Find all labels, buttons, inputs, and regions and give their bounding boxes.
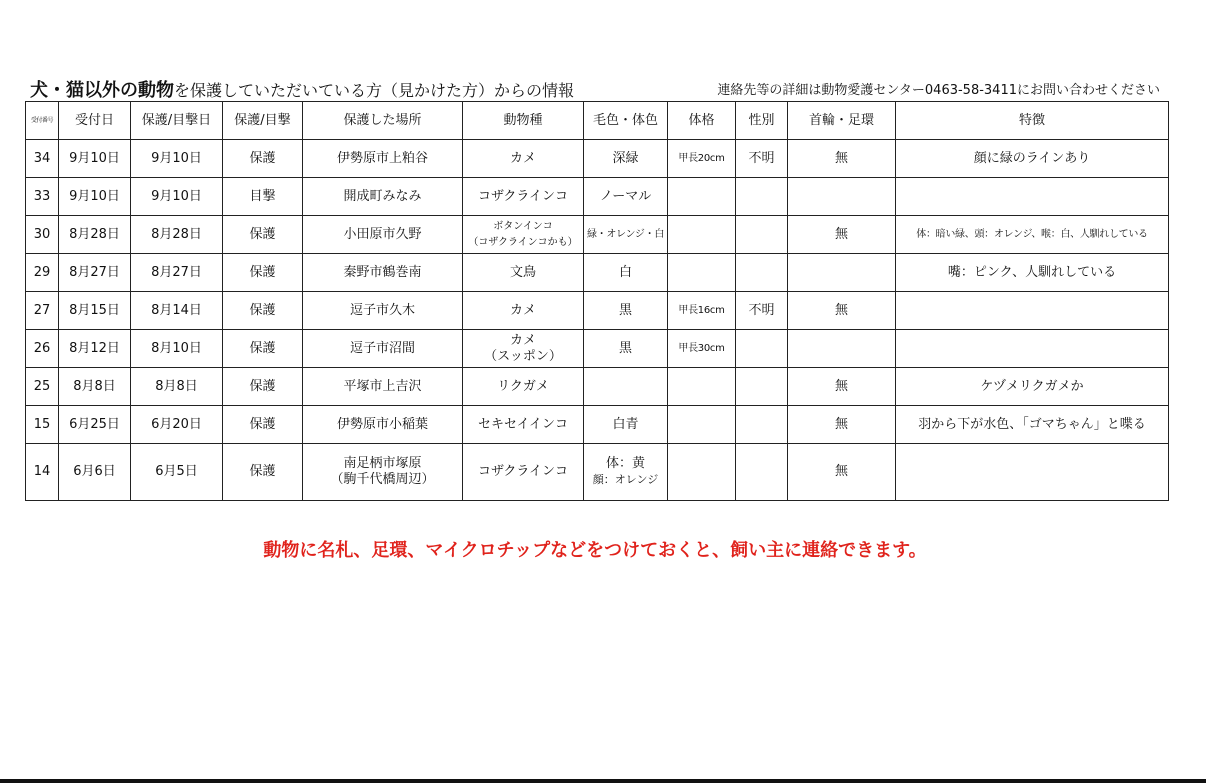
cell-color: 白 <box>584 254 668 292</box>
cell-received-date: 8月12日 <box>59 330 131 368</box>
cell-sex <box>736 330 788 368</box>
col-header-sex: 性別 <box>736 102 788 140</box>
cell-size <box>668 444 736 501</box>
table-row <box>26 368 1169 406</box>
col-header-type: 保護/目撃 <box>223 102 303 140</box>
cell-type: 保護 <box>223 368 303 406</box>
cell-type: 保護 <box>223 292 303 330</box>
table-header-row <box>26 102 1169 140</box>
cell-species <box>463 330 584 368</box>
cell-number: 29 <box>26 254 59 292</box>
cell-species: リクガメ <box>463 368 584 406</box>
cell-features: 嘴：ピンク、人馴れしている <box>896 254 1169 292</box>
cell-features: ケヅメリクガメか <box>896 368 1169 406</box>
bottom-divider <box>0 779 1206 783</box>
cell-event-date: 8月8日 <box>131 368 223 406</box>
cell-type: 保護 <box>223 216 303 254</box>
species-line-1: ボタンインコ <box>493 220 553 232</box>
cell-collar: 無 <box>788 216 896 254</box>
col-header-color: 毛色・体色 <box>584 102 668 140</box>
cell-type: 保護 <box>223 330 303 368</box>
col-header-number: 受付番号 <box>26 102 59 140</box>
cell-collar: 無 <box>788 444 896 501</box>
cell-event-date: 8月14日 <box>131 292 223 330</box>
col-header-place: 保護した場所 <box>303 102 463 140</box>
color-line-2: 顔：オレンジ <box>592 473 659 486</box>
cell-type: 保護 <box>223 444 303 501</box>
cell-type: 保護 <box>223 140 303 178</box>
table-row <box>26 140 1169 178</box>
notice-message: 動物に名札、足環、マイクロチップなどをつけておくと、飼い主に連絡できます。 <box>263 540 927 561</box>
col-header-event-date: 保護/目撃日 <box>131 102 223 140</box>
cell-features <box>896 444 1169 501</box>
cell-number: 34 <box>26 140 59 178</box>
cell-received-date: 8月28日 <box>59 216 131 254</box>
cell-sex <box>736 254 788 292</box>
page-title-rest: を保護していただいている方（見かけた方）からの情報 <box>174 81 575 100</box>
cell-received-date: 6月6日 <box>59 444 131 501</box>
cell-event-date: 8月28日 <box>131 216 223 254</box>
table-row <box>26 254 1169 292</box>
cell-sex: 不明 <box>736 140 788 178</box>
animal-records-table <box>25 101 1169 501</box>
cell-type: 保護 <box>223 254 303 292</box>
cell-sex <box>736 406 788 444</box>
cell-size <box>668 254 736 292</box>
table-row <box>26 292 1169 330</box>
cell-size <box>668 406 736 444</box>
cell-place: 逗子市久木 <box>303 292 463 330</box>
cell-place: 伊勢原市上粕谷 <box>303 140 463 178</box>
cell-sex <box>736 178 788 216</box>
table-row <box>26 444 1169 501</box>
color-line-1: 体：黄 <box>605 456 645 471</box>
cell-received-date: 9月10日 <box>59 178 131 216</box>
cell-features: 羽から下が水色、「ゴマちゃん」と喋る <box>896 406 1169 444</box>
table-row <box>26 330 1169 368</box>
cell-features: 体：暗い緑、頭：オレンジ、喉：白、人馴れしている <box>896 216 1169 254</box>
cell-number: 25 <box>26 368 59 406</box>
cell-sex <box>736 216 788 254</box>
cell-species: セキセイインコ <box>463 406 584 444</box>
cell-size <box>668 178 736 216</box>
place-line-1: 南足柄市塚原 <box>343 456 422 471</box>
cell-species: コザクラインコ <box>463 178 584 216</box>
cell-number: 15 <box>26 406 59 444</box>
place-line-2: （駒千代橋周辺） <box>330 472 435 487</box>
cell-received-date: 9月10日 <box>59 140 131 178</box>
species-line-2: （スッポン） <box>484 348 562 364</box>
col-header-species: 動物種 <box>463 102 584 140</box>
cell-sex: 不明 <box>736 292 788 330</box>
table-row <box>26 406 1169 444</box>
page-title <box>30 76 574 102</box>
cell-place: 伊勢原市小稲葉 <box>303 406 463 444</box>
cell-received-date: 8月15日 <box>59 292 131 330</box>
cell-event-date: 6月20日 <box>131 406 223 444</box>
cell-collar: 無 <box>788 140 896 178</box>
cell-event-date: 9月10日 <box>131 140 223 178</box>
table-row <box>26 178 1169 216</box>
cell-place: 小田原市久野 <box>303 216 463 254</box>
table-row <box>26 216 1169 254</box>
cell-color: ノーマル <box>584 178 668 216</box>
cell-species: カメ <box>463 292 584 330</box>
cell-size: 甲長30cm <box>668 330 736 368</box>
cell-place: 開成町みなみ <box>303 178 463 216</box>
cell-number: 30 <box>26 216 59 254</box>
cell-received-date: 6月25日 <box>59 406 131 444</box>
cell-sex <box>736 444 788 501</box>
cell-sex <box>736 368 788 406</box>
cell-place <box>303 444 463 501</box>
cell-type: 保護 <box>223 406 303 444</box>
cell-size <box>668 216 736 254</box>
cell-features <box>896 292 1169 330</box>
cell-color: 緑・オレンジ・白 <box>584 216 668 254</box>
cell-size <box>668 368 736 406</box>
cell-color: 黒 <box>584 292 668 330</box>
cell-event-date: 8月27日 <box>131 254 223 292</box>
cell-species: 文鳥 <box>463 254 584 292</box>
cell-color <box>584 444 668 501</box>
cell-size: 甲長16cm <box>668 292 736 330</box>
cell-collar <box>788 178 896 216</box>
cell-number: 26 <box>26 330 59 368</box>
cell-received-date: 8月8日 <box>59 368 131 406</box>
page-title-bold: 犬・猫以外の動物 <box>30 80 174 101</box>
cell-collar <box>788 330 896 368</box>
cell-place: 逗子市沼間 <box>303 330 463 368</box>
species-line-2: （コザクラインコかも） <box>468 236 578 248</box>
cell-number: 33 <box>26 178 59 216</box>
cell-collar: 無 <box>788 368 896 406</box>
cell-number: 27 <box>26 292 59 330</box>
cell-collar: 無 <box>788 406 896 444</box>
cell-color <box>584 368 668 406</box>
cell-species: カメ <box>463 140 584 178</box>
cell-event-date: 6月5日 <box>131 444 223 501</box>
cell-place: 平塚市上吉沢 <box>303 368 463 406</box>
cell-color: 黒 <box>584 330 668 368</box>
col-header-collar: 首輪・足環 <box>788 102 896 140</box>
cell-collar: 無 <box>788 292 896 330</box>
col-header-features: 特徴 <box>896 102 1169 140</box>
cell-features <box>896 330 1169 368</box>
cell-number: 14 <box>26 444 59 501</box>
cell-features <box>896 178 1169 216</box>
cell-event-date: 9月10日 <box>131 178 223 216</box>
cell-species: コザクラインコ <box>463 444 584 501</box>
species-line-1: カメ <box>509 332 536 348</box>
page-header <box>30 76 1166 100</box>
cell-event-date: 8月10日 <box>131 330 223 368</box>
cell-color: 白青 <box>584 406 668 444</box>
cell-features: 顔に緑のラインあり <box>896 140 1169 178</box>
col-header-received-date: 受付日 <box>59 102 131 140</box>
cell-collar <box>788 254 896 292</box>
cell-received-date: 8月27日 <box>59 254 131 292</box>
col-header-size: 体格 <box>668 102 736 140</box>
cell-type: 目撃 <box>223 178 303 216</box>
cell-color: 深緑 <box>584 140 668 178</box>
cell-species <box>463 216 584 254</box>
cell-place: 秦野市鶴巻南 <box>303 254 463 292</box>
cell-size: 甲長20cm <box>668 140 736 178</box>
contact-info: 連絡先等の詳細は動物愛護センター0463-58-3411にお問い合わせください <box>717 83 1160 98</box>
